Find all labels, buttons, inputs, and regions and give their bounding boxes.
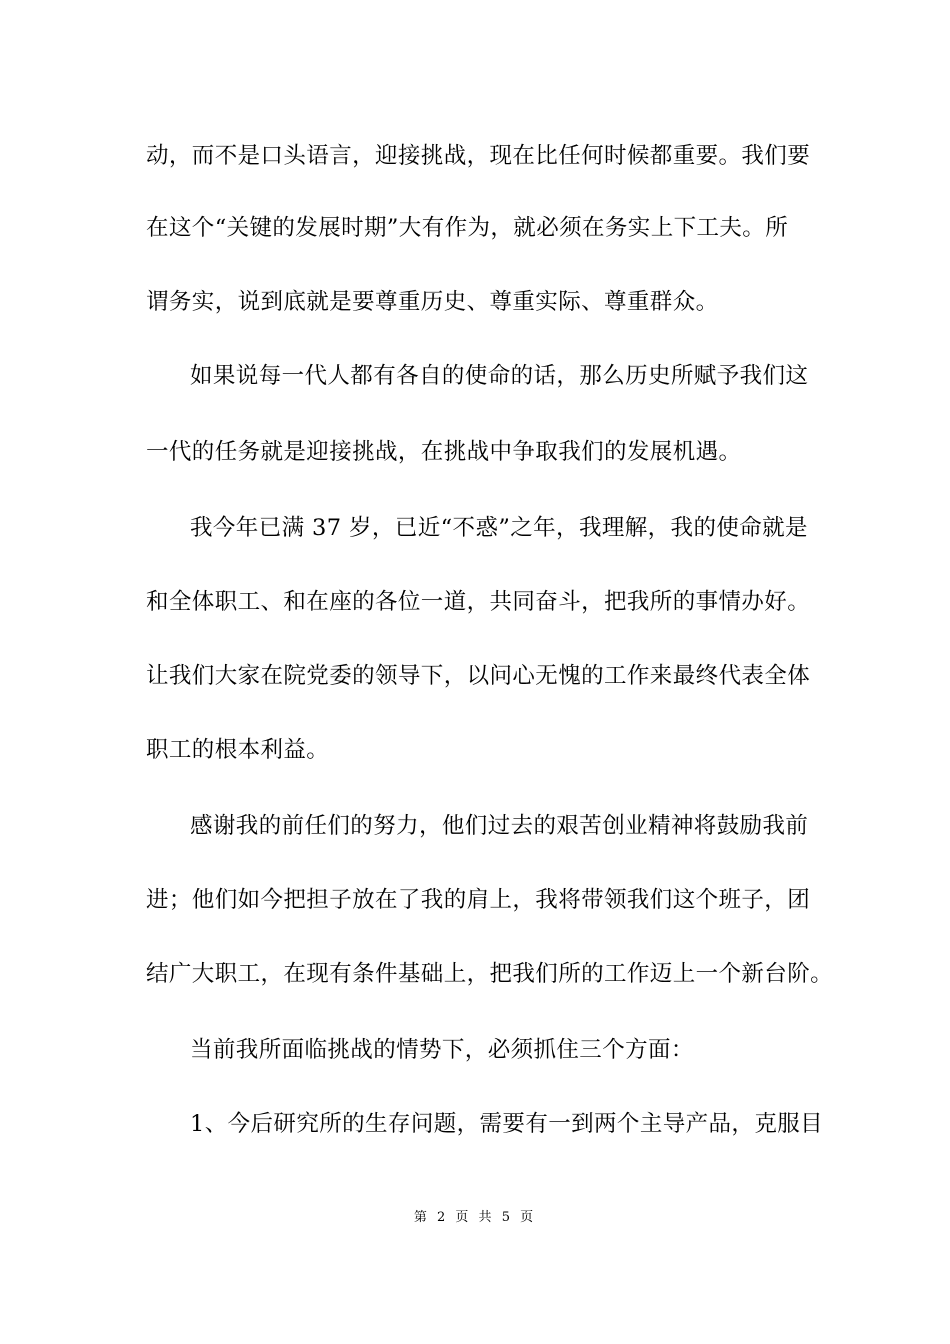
paragraph-first-line: 我今年已满 37 岁，已近“不惑”之年，我理解，我的使命就是	[190, 515, 808, 541]
text-line: 一代的任务就是迎接挑战，在挑战中争取我们的发展机遇。	[146, 439, 742, 465]
text-line: 结广大职工，在现有条件基础上，把我们所的工作迈上一个新台阶。	[146, 961, 834, 987]
text-line: 在这个“关键的发展时期”大有作为，就必须在务实上下工夫。所	[146, 215, 789, 241]
text-line: 谓务实，说到底就是要尊重历史、尊重实际、尊重群众。	[146, 289, 719, 315]
paragraph-first-line: 当前我所面临挑战的情势下，必须抓住三个方面：	[190, 1037, 694, 1063]
paragraph-first-line: 如果说每一代人都有各自的使命的话，那么历史所赋予我们这	[190, 363, 809, 389]
paragraph-first-line: 1、今后研究所的生存问题，需要有一到两个主导产品，克服目	[190, 1111, 824, 1137]
text-line: 职工的根本利益。	[146, 737, 330, 763]
text-line: 让我们大家在院党委的领导下，以问心无愧的工作来最终代表全体	[146, 663, 811, 689]
page-number-text: 第 2 页 共 5 页	[413, 1210, 537, 1225]
text-line: 和全体职工、和在座的各位一道，共同奋斗，把我所的事情办好。	[146, 589, 811, 615]
text-line: 进；他们如今把担子放在了我的肩上，我将带领我们这个班子，团	[146, 887, 811, 913]
page-footer	[0, 1207, 950, 1229]
paragraph-first-line: 感谢我的前任们的努力，他们过去的艰苦创业精神将鼓励我前	[190, 813, 809, 839]
text-line: 动，而不是口头语言，迎接挑战，现在比任何时候都重要。我们要	[146, 143, 811, 169]
